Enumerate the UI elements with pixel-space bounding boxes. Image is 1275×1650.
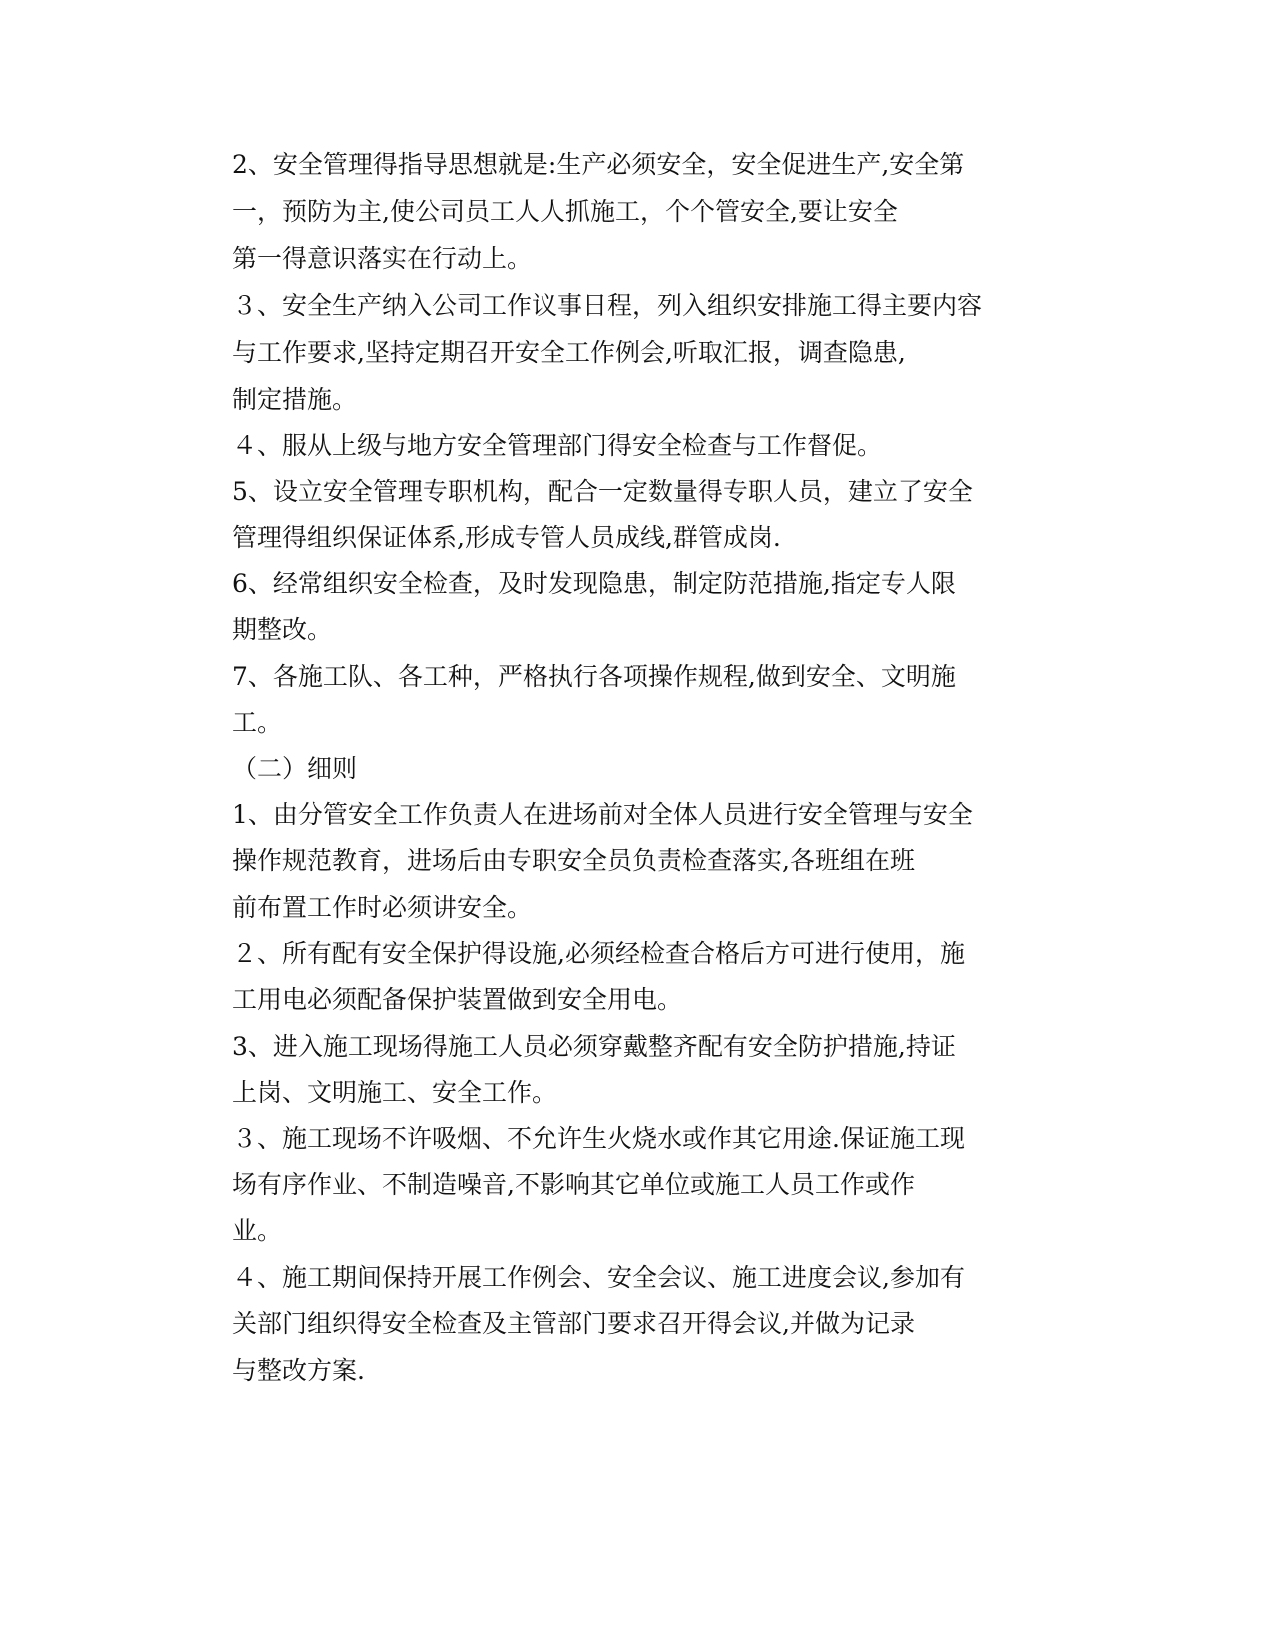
text-line: 业。 xyxy=(232,1216,283,1245)
text-line: 7、各施工队、各工种，严格执行各项操作规程,做到安全、文明施 xyxy=(232,662,956,691)
text-line: 2、安全管理得指导思想就是:生产必须安全，安全促进生产,安全第 xyxy=(232,150,965,179)
text-line: 3、进入施工现场得施工人员必须穿戴整齐配有安全防护措施,持证 xyxy=(232,1032,956,1061)
section-heading: （二）细则 xyxy=(232,754,358,783)
text-line: 前布置工作时必须讲安全。 xyxy=(232,893,533,922)
text-line: 一，预防为主,使公司员工人人抓施工，个个管安全,要让安全 xyxy=(232,197,898,226)
text-line: 场有序作业、不制造噪音,不影响其它单位或施工人员工作或作 xyxy=(232,1170,915,1199)
text-line: 期整改。 xyxy=(232,615,333,644)
text-line: ３、安全生产纳入公司工作议事日程，列入组织安排施工得主要内容 xyxy=(232,291,983,320)
text-line: 管理得组织保证体系,形成专管人员成线,群管成岗. xyxy=(232,523,781,552)
text-line: 与工作要求,坚持定期召开安全工作例会,听取汇报，调查隐患, xyxy=(232,338,906,367)
text-line: 1、由分管安全工作负责人在进场前对全体人员进行安全管理与安全 xyxy=(232,800,973,829)
text-line: 5、设立安全管理专职机构，配合一定数量得专职人员，建立了安全 xyxy=(232,477,973,506)
text-line: 工用电必须配备保护装置做到安全用电。 xyxy=(232,985,683,1014)
text-line: 第一得意识落实在行动上。 xyxy=(232,244,533,273)
text-line: ４、施工期间保持开展工作例会、安全会议、施工进度会议,参加有 xyxy=(232,1263,965,1292)
text-line: 关部门组织得安全检查及主管部门要求召开得会议,并做为记录 xyxy=(232,1309,915,1338)
text-line: ４、服从上级与地方安全管理部门得安全检查与工作督促。 xyxy=(232,431,883,460)
text-line: ２、所有配有安全保护得设施,必须经检查合格后方可进行使用，施 xyxy=(232,939,965,968)
text-line: ３、施工现场不许吸烟、不允许生火烧水或作其它用途.保证施工现 xyxy=(232,1124,965,1153)
text-line: 与整改方案. xyxy=(232,1356,365,1385)
text-line: 工。 xyxy=(232,708,283,737)
text-line: 6、经常组织安全检查，及时发现隐患，制定防范措施,指定专人限 xyxy=(232,569,956,598)
text-line: 上岗、文明施工、安全工作。 xyxy=(232,1078,558,1107)
text-line: 制定措施。 xyxy=(232,385,358,414)
text-line: 操作规范教育，进场后由专职安全员负责检查落实,各班组在班 xyxy=(232,846,915,875)
